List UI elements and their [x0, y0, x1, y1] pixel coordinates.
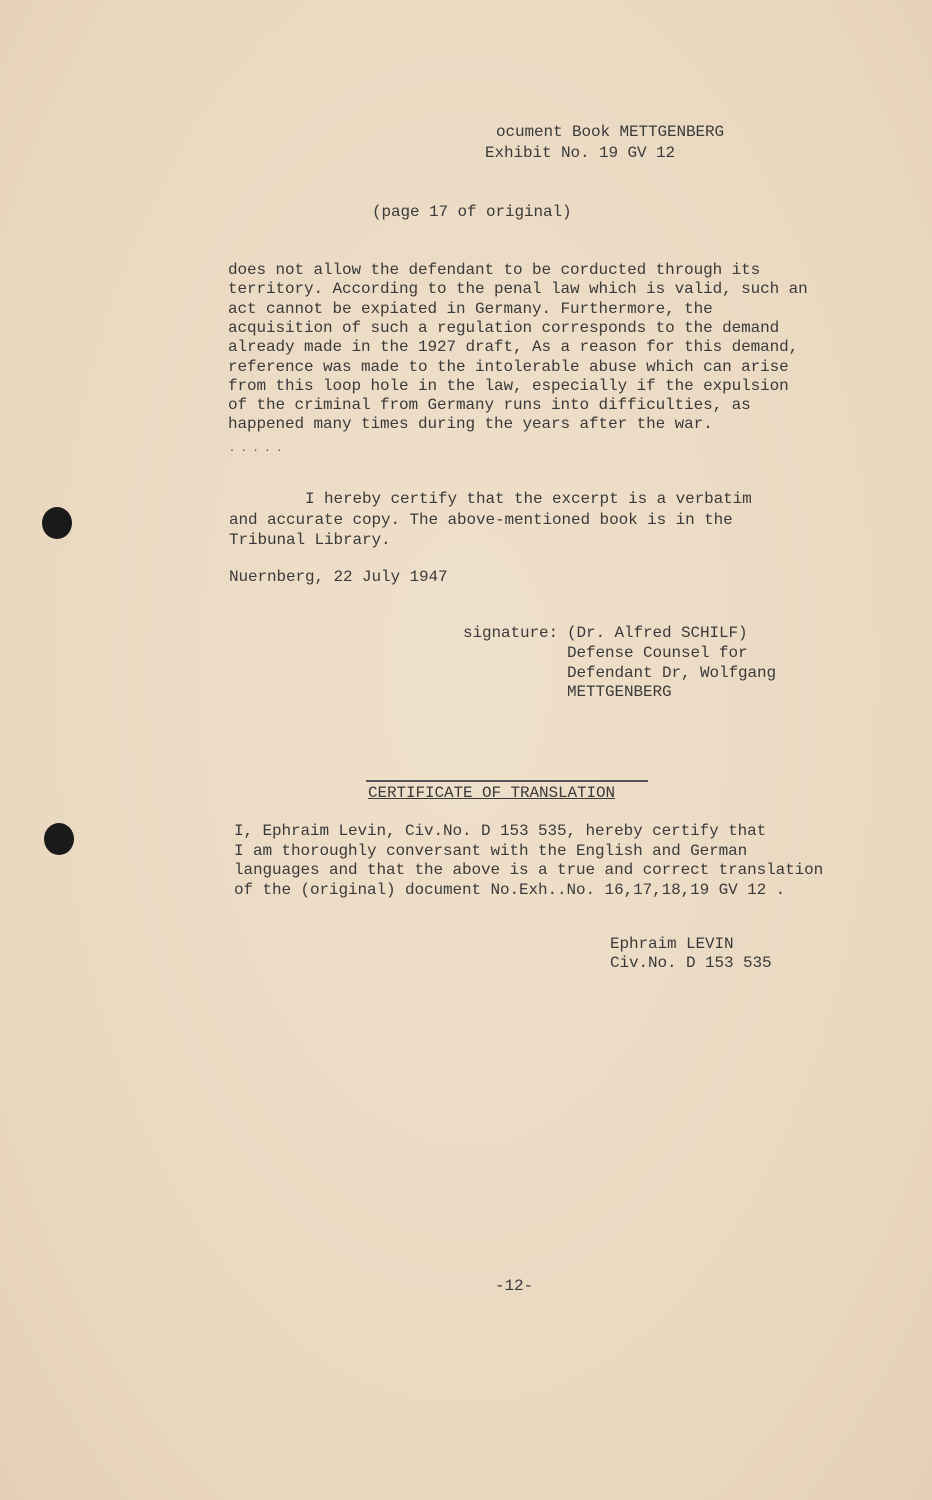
text-line: acquisition of such a regulation corresponds to the demand — [228, 318, 780, 337]
text-line: Defense Counsel for — [567, 643, 748, 662]
text-line: already made in the 1927 draft, As a reason for this demand, — [228, 338, 799, 357]
text-line: happened many times during the years after the war. — [228, 415, 713, 434]
punch-hole — [42, 507, 72, 539]
text-line: reference was made to the intolerable abuse which can arise — [228, 357, 789, 376]
page-of-original: (page 17 of original) — [372, 203, 572, 221]
page-number: -12- — [495, 1277, 534, 1295]
title-rule — [366, 780, 648, 782]
exhibit-number: Exhibit No. 19 GV 12 — [485, 144, 676, 162]
text-line: I hereby certify that the excerpt is a verbatim — [229, 490, 752, 508]
text-line: act cannot be expiated in Germany. Furthermore, the — [228, 299, 713, 318]
text-line: of the criminal from Germany runs into difficulties, as — [228, 396, 751, 415]
text-line: METTGENBERG — [567, 683, 672, 702]
text-line: languages and that the above is a true and correct translation — [234, 861, 824, 880]
translator-civ-no: Civ.No. D 153 535 — [610, 954, 772, 972]
text-line: from this loop hole in the law, especially if the expulsion — [228, 376, 789, 395]
text-line: Tribunal Library. — [229, 531, 391, 549]
text-line: Defendant Dr, Wolfgang — [567, 663, 777, 682]
text-line: I am thoroughly conversant with the English and German — [234, 841, 748, 860]
text-line: of the (original) document No.Exh..No. 16,17,18,19 GV 12 . — [234, 880, 786, 899]
translation-certificate-title: CERTIFICATE OF TRANSLATION — [368, 784, 616, 802]
signature-label: signature: — [463, 624, 559, 642]
text-line: and accurate copy. The above-mentioned book is in the — [229, 510, 733, 529]
text-line: does not allow the defendant to be corducted through its — [228, 261, 761, 279]
place-date: Nuernberg, 22 July 1947 — [229, 568, 448, 586]
text-line: (Dr. Alfred SCHILF) — [567, 624, 748, 642]
punch-hole — [44, 823, 74, 855]
text-line: I, Ephraim Levin, Civ.No. D 153 535, hereby certify that — [234, 822, 767, 840]
text-line: territory. According to the penal law which is valid, such an — [228, 280, 808, 299]
document-book-label: ocument Book METTGENBERG — [496, 123, 725, 141]
translator-name: Ephraim LEVIN — [610, 935, 734, 953]
ellipsis: . . . . . — [229, 444, 283, 455]
